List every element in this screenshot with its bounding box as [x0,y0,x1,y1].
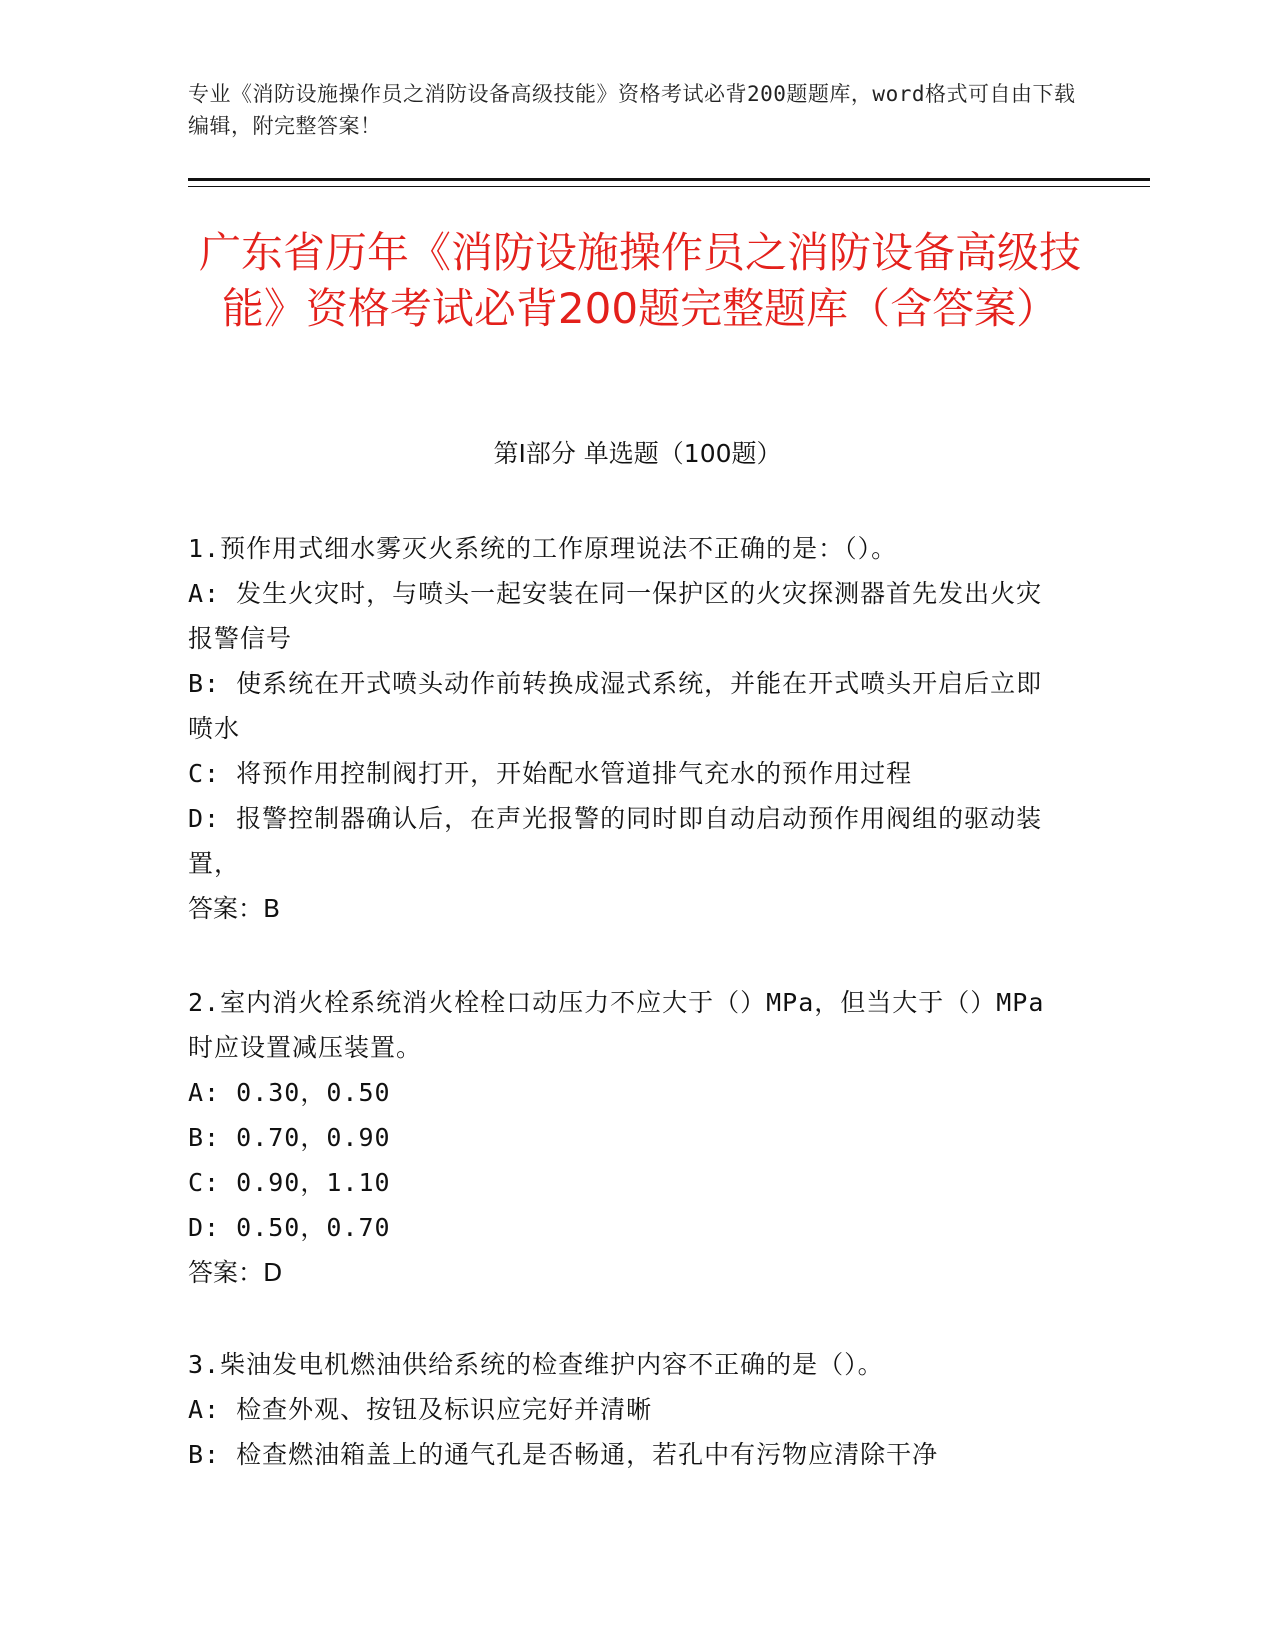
option-c: C: 0.90，1.10 [188,1168,391,1197]
option-a: A: 0.30，0.50 [188,1078,391,1107]
question-3 [188,1342,1068,1477]
document-title: 广东省历年《消防设施操作员之消防设备高级技能》资格考试必背200题完整题库（含答案） [198,228,1081,333]
question-stem: 2.室内消火栓系统消火栓栓口动压力不应大于（）MPa，但当大于（）MPa时应设置减压装置。 [188,988,1045,1062]
option-d: D: 0.50，0.70 [188,1213,391,1242]
option-a: A: 发生火灾时，与喷头一起安装在同一保护区的火灾探测器首先发出火灾报警信号 [188,579,1043,653]
intro-text: 专业《消防设施操作员之消防设备高级技能》资格考试必背200题题库，word格式可自由下载编辑，附完整答案！ [188,82,1076,138]
option-a: A: 检查外观、按钮及标识应完好并清晰 [188,1395,653,1424]
header-divider-thick [188,178,1150,181]
question-2 [188,980,1068,1295]
answer-label: 答案：D [188,1258,283,1287]
option-b: B: 0.70，0.90 [188,1123,391,1152]
option-d: D: 报警控制器确认后，在声光报警的同时即自动启动预作用阀组的驱动装置， [188,804,1043,878]
section-heading: 第Ⅰ部分 单选题（100题） [493,439,782,468]
option-b: B: 使系统在开式喷头动作前转换成湿式系统，并能在开式喷头开启后立即喷水 [188,669,1043,743]
question-stem: 1.预作用式细水雾灭火系统的工作原理说法不正确的是：（）。 [188,534,898,563]
question-1 [188,526,1068,931]
answer-label: 答案：B [188,894,281,923]
option-c: C: 将预作用控制阀打开，开始配水管道排气充水的预作用过程 [188,759,913,788]
header-divider-thin [188,186,1150,187]
question-stem: 3.柴油发电机燃油供给系统的检查维护内容不正确的是（）。 [188,1350,884,1379]
option-b: B: 检查燃油箱盖上的通气孔是否畅通，若孔中有污物应清除干净 [188,1440,939,1469]
